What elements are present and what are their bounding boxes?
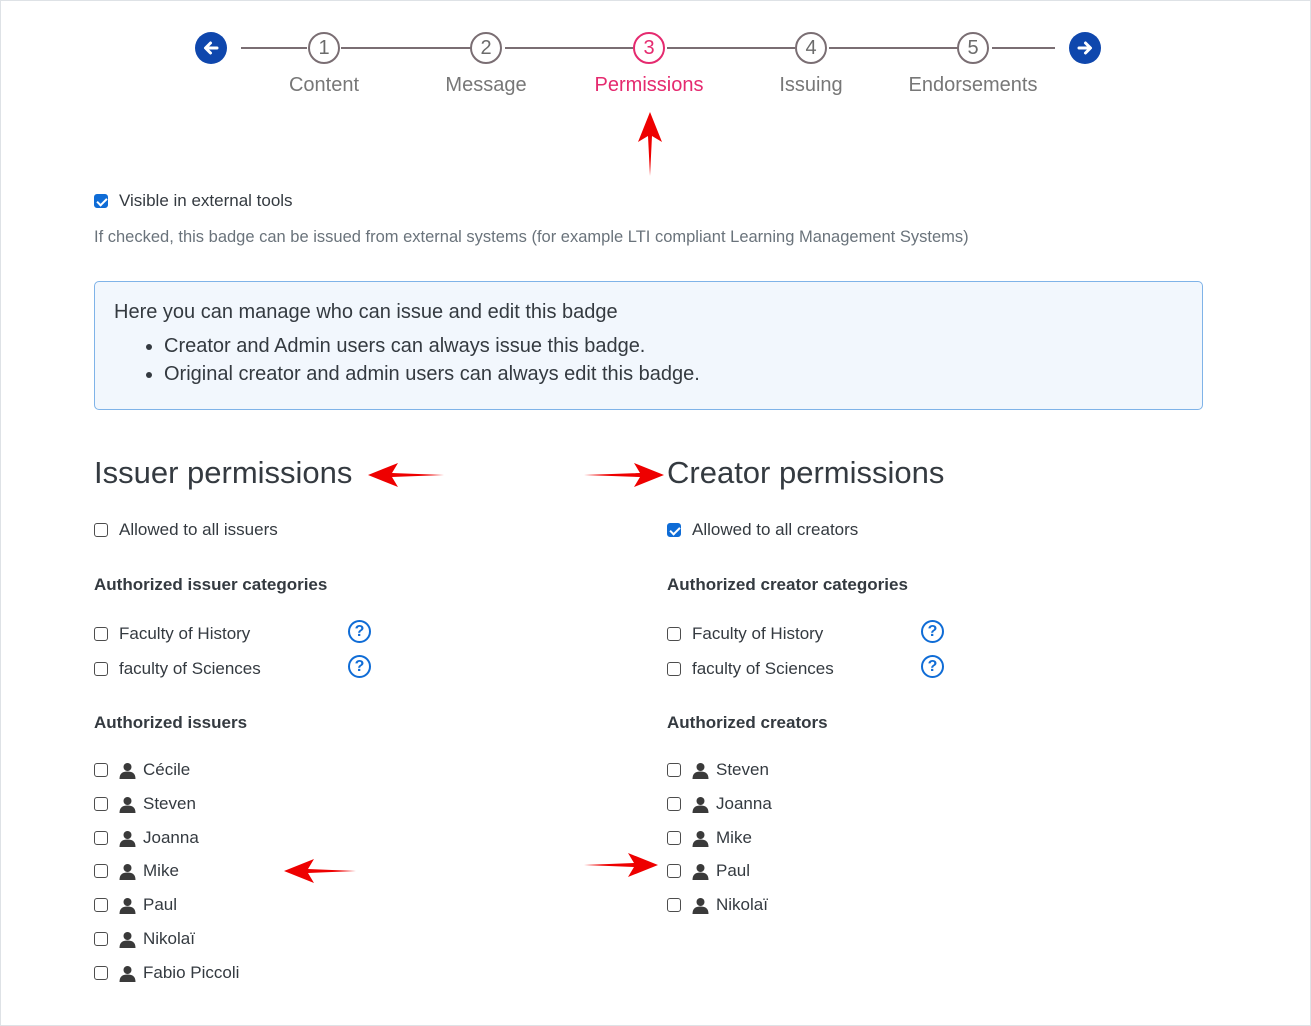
issuer-category-checkbox[interactable] — [94, 662, 108, 676]
creator-category-checkbox[interactable] — [667, 662, 681, 676]
annotation-arrow-left — [284, 857, 356, 885]
step-number: 1 — [308, 32, 340, 64]
issuer-user-row[interactable] — [94, 963, 239, 983]
user-icon — [692, 829, 709, 847]
issuer-user-checkbox[interactable] — [94, 932, 108, 946]
issuer-user-checkbox[interactable] — [94, 763, 108, 777]
allow-all-creators-row[interactable] — [667, 520, 858, 540]
info-alert — [94, 281, 1203, 410]
issuer-user-label: Nikolaï — [143, 929, 195, 948]
issuer-users-title: Authorized issuers — [94, 713, 248, 732]
step-label: Content — [288, 74, 360, 96]
question-circle-icon[interactable]: ? — [348, 655, 371, 678]
step-number: 4 — [795, 32, 827, 64]
issuer-user-checkbox[interactable] — [94, 898, 108, 912]
issuer-user-checkbox[interactable] — [94, 966, 108, 980]
question-circle-icon[interactable]: ? — [921, 655, 944, 678]
step-number: 5 — [957, 32, 989, 64]
external-tools-row[interactable] — [94, 191, 293, 211]
question-circle-icon[interactable]: ? — [921, 620, 944, 643]
issuer-category-label: faculty of Sciences — [119, 659, 261, 678]
user-icon — [692, 795, 709, 813]
issuer-permissions-title: Issuer permissions — [94, 455, 353, 490]
creator-category-row[interactable] — [667, 659, 834, 679]
user-icon — [692, 761, 709, 779]
step-issuing[interactable] — [741, 30, 881, 97]
step-label: Issuing — [779, 74, 843, 96]
issuer-category-checkbox[interactable] — [94, 627, 108, 641]
creator-categories-title: Authorized creator categories — [667, 575, 908, 594]
step-label: Message — [445, 74, 527, 96]
allow-all-issuers-label: Allowed to all issuers — [119, 520, 278, 539]
user-icon — [119, 862, 136, 880]
creator-user-checkbox[interactable] — [667, 763, 681, 777]
issuer-user-row[interactable] — [94, 895, 177, 915]
step-number: 3 — [633, 32, 665, 64]
step-label: Endorsements — [908, 74, 1038, 96]
creator-user-row[interactable] — [667, 828, 752, 848]
creator-user-checkbox[interactable] — [667, 864, 681, 878]
annotation-arrow-right — [584, 461, 664, 489]
issuer-user-label: Cécile — [143, 760, 191, 779]
user-icon — [119, 930, 136, 948]
creator-user-label: Steven — [716, 760, 769, 779]
creator-user-checkbox[interactable] — [667, 797, 681, 811]
creator-category-label: faculty of Sciences — [692, 659, 834, 678]
issuer-user-label: Fabio Piccoli — [143, 963, 240, 982]
user-icon — [119, 761, 136, 779]
user-icon — [119, 896, 136, 914]
question-circle-icon[interactable]: ? — [348, 620, 371, 643]
external-tools-checkbox[interactable] — [94, 194, 108, 208]
issuer-user-row[interactable] — [94, 929, 195, 949]
user-icon — [692, 896, 709, 914]
issuer-user-row[interactable] — [94, 794, 196, 814]
allow-all-creators-label: Allowed to all creators — [692, 520, 859, 539]
step-message[interactable] — [416, 30, 556, 97]
issuer-category-row[interactable] — [94, 659, 261, 679]
creator-users-title: Authorized creators — [667, 713, 828, 732]
creator-user-row[interactable] — [667, 794, 772, 814]
issuer-user-label: Steven — [143, 794, 196, 813]
arrow-left-circle-icon[interactable] — [195, 32, 227, 64]
creator-user-checkbox[interactable] — [667, 831, 681, 845]
issuer-user-row[interactable] — [94, 760, 190, 780]
step-label: Permissions — [594, 74, 704, 96]
creator-user-row[interactable] — [667, 895, 768, 915]
creator-user-row[interactable] — [667, 861, 750, 881]
issuer-category-label: Faculty of History — [119, 624, 251, 643]
info-title: Here you can manage who can issue and edit this badge — [114, 301, 618, 323]
allow-all-issuers-checkbox[interactable] — [94, 523, 108, 537]
issuer-categories-title: Authorized issuer categories — [94, 575, 328, 594]
issuer-user-label: Paul — [143, 895, 178, 914]
allow-all-issuers-row[interactable] — [94, 520, 278, 540]
user-icon — [119, 964, 136, 982]
allow-all-creators-checkbox[interactable] — [667, 523, 681, 537]
user-icon — [119, 829, 136, 847]
external-tools-help: If checked, this badge can be issued from external systems (for example LTI compliant Learning Management Systems) — [94, 228, 969, 246]
creator-permissions-title: Creator permissions — [667, 455, 945, 490]
creator-category-label: Faculty of History — [692, 624, 824, 643]
user-icon — [119, 795, 136, 813]
creator-user-row[interactable] — [667, 760, 769, 780]
arrow-right-circle-icon[interactable] — [1069, 32, 1101, 64]
issuer-user-label: Joanna — [143, 828, 199, 847]
step-content[interactable] — [254, 30, 394, 97]
creator-user-label: Mike — [716, 828, 752, 847]
creator-user-label: Nikolaï — [716, 895, 768, 914]
info-list — [114, 332, 1183, 388]
step-endorsements[interactable] — [903, 30, 1043, 97]
annotation-arrow-up — [638, 112, 662, 178]
creator-user-label: Paul — [716, 861, 751, 880]
issuer-user-row[interactable] — [94, 861, 179, 881]
issuer-user-checkbox[interactable] — [94, 797, 108, 811]
issuer-user-row[interactable] — [94, 828, 199, 848]
creator-user-checkbox[interactable] — [667, 898, 681, 912]
creator-category-checkbox[interactable] — [667, 627, 681, 641]
creator-category-row[interactable] — [667, 624, 823, 644]
issuer-category-row[interactable] — [94, 624, 250, 644]
issuer-user-label: Mike — [143, 861, 179, 880]
info-item: • Original creator and admin users can always edit this badge. — [164, 360, 1183, 388]
issuer-user-checkbox[interactable] — [94, 864, 108, 878]
info-item: • Creator and Admin users can always issue this badge. — [164, 332, 1183, 360]
annotation-arrow-left — [368, 461, 444, 489]
user-icon — [692, 862, 709, 880]
issuer-user-checkbox[interactable] — [94, 831, 108, 845]
annotation-arrow-right — [584, 851, 658, 879]
wizard-stepper — [195, 30, 1105, 110]
external-tools-label: Visible in external tools — [119, 191, 293, 210]
creator-user-label: Joanna — [716, 794, 772, 813]
step-permissions[interactable] — [579, 30, 719, 97]
step-number: 2 — [470, 32, 502, 64]
